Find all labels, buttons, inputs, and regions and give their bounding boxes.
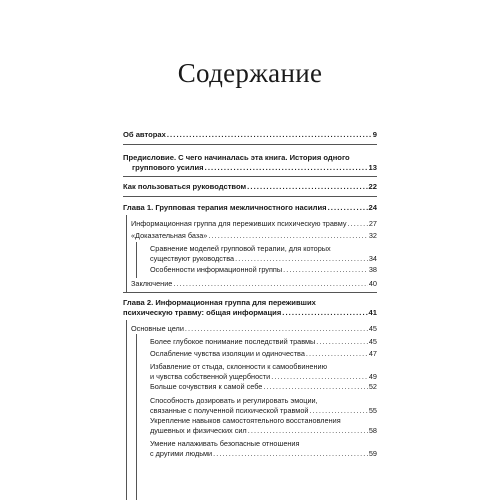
toc-page-number: 47 [368, 349, 377, 358]
toc-entry-title: Больше сочувствия к самой себе [150, 382, 263, 391]
toc-entry-preface[interactable] [123, 153, 377, 172]
toc-entry-title-continued: и чувства собственной ущербности [150, 371, 271, 381]
toc-entry-title: Глава 1. Групповая терапия межличностного насилия [123, 203, 327, 212]
dot-leader [235, 254, 368, 264]
toc-entry-title: Более глубокое понимание последствий травмы [150, 337, 316, 346]
toc-entry-conclusion[interactable] [131, 279, 377, 289]
toc-entry-title-continued: существуют руководства [150, 253, 235, 263]
toc-entry-safe-relationships[interactable] [150, 439, 377, 458]
toc-entry-title-continued: группового усилия [132, 162, 204, 172]
toc-entry-title: Заключение [131, 279, 173, 288]
section-divider [123, 292, 377, 293]
dot-leader [283, 265, 368, 275]
toc-entry-chapter-2[interactable] [123, 298, 377, 317]
dot-leader [213, 449, 368, 459]
toc-entry-how-to-use[interactable] [123, 182, 377, 192]
dot-leader [282, 308, 367, 318]
toc-entry-title: Избавление от стыда, склонности к самообвинению [150, 362, 328, 371]
toc-entry-title: Предисловие. С чего начиналась эта книга. История одного [123, 153, 350, 162]
toc-entry-title: Сравнение моделей групповой терапии, для которых [150, 244, 331, 253]
toc-entry-recovery-skills[interactable] [150, 416, 377, 435]
toc-entry-title-continued: психическую травму: общая информация [123, 307, 282, 317]
toc-entry-shame[interactable] [150, 362, 377, 381]
toc-page-number: 58 [368, 425, 377, 435]
toc-entry-title-continued: душевных и физических сил [150, 425, 247, 435]
toc-entry-title: Укрепление навыков самостоятельного восстановления [150, 416, 341, 425]
dot-leader [347, 219, 367, 229]
toc-entry-title: Основные цели [131, 324, 184, 333]
toc-page-number: 40 [368, 279, 377, 288]
toc-entry-evidence-base[interactable] [131, 231, 377, 241]
toc-page-number: 32 [368, 231, 377, 240]
toc-page-number: 41 [368, 307, 377, 317]
dot-leader [328, 203, 368, 213]
dot-leader [263, 382, 368, 392]
section-divider [123, 176, 377, 177]
dot-leader [247, 182, 367, 192]
toc-page-number: 38 [368, 265, 377, 274]
toc-entry-trauma-understanding[interactable] [150, 337, 377, 347]
dot-leader [309, 406, 367, 416]
toc-page-number: 22 [368, 182, 377, 191]
dot-leader [185, 324, 368, 334]
toc-entry-self-compassion[interactable] [150, 382, 377, 392]
section-divider [123, 196, 377, 197]
toc-entry-title-continued: с другими людьми [150, 448, 213, 458]
chapter-2-bracket [126, 320, 127, 500]
toc-entry-title: Информационная группа для переживших психическую травму [131, 219, 347, 228]
toc-entry-isolation[interactable] [150, 349, 377, 359]
toc-entry-title: Способность дозировать и регулировать эмоции, [150, 396, 318, 405]
toc-entry-title: Глава 2. Информационная группа для переживших [123, 298, 316, 307]
chapter-1-bracket [126, 215, 127, 293]
dot-leader [167, 130, 372, 140]
toc-entry-title-continued: связанные с полученной психической травмой [150, 405, 309, 415]
dot-leader [271, 372, 368, 382]
toc-entry-info-group[interactable] [131, 219, 377, 229]
toc-page-number: 34 [368, 253, 377, 263]
toc-entry-title: Умение налаживать безопасные отношения [150, 439, 300, 448]
dot-leader [173, 279, 368, 289]
dot-leader [205, 163, 368, 173]
toc-entry-title: Как пользоваться руководством [123, 182, 247, 191]
toc-entry-title: «Доказательная база» [131, 231, 208, 240]
toc-page-number: 9 [372, 130, 377, 139]
toc-entry-title: Об авторах [123, 130, 166, 139]
toc-entry-title: Особенности информационной группы [150, 265, 283, 274]
toc-page-number: 49 [368, 371, 377, 381]
subsection-bracket [136, 334, 137, 500]
toc-page-number: 55 [368, 405, 377, 415]
toc-entry-chapter-1[interactable] [123, 203, 377, 213]
toc-entry-main-goals[interactable] [131, 324, 377, 334]
subsection-bracket [136, 242, 137, 278]
toc-entry-about-authors[interactable] [123, 130, 377, 140]
toc-entry-title: Ослабление чувства изоляции и одиночества [150, 349, 305, 358]
dot-leader [316, 337, 368, 347]
dot-leader [248, 426, 368, 436]
toc-page-number: 45 [368, 324, 377, 333]
section-divider [123, 144, 377, 145]
dot-leader [208, 231, 368, 241]
toc-page-number: 52 [368, 382, 377, 391]
toc-page-number: 24 [368, 203, 377, 212]
toc-entry-model-comparison[interactable] [150, 244, 377, 263]
page-title: Содержание [177, 58, 323, 88]
toc-page-number: 13 [368, 162, 377, 172]
dot-leader [306, 349, 368, 359]
toc-page-number: 27 [368, 219, 377, 228]
toc-entry-emotion-regulation[interactable] [150, 396, 377, 415]
toc-page-number: 59 [368, 448, 377, 458]
toc-page-number: 45 [368, 337, 377, 346]
toc-entry-info-group-features[interactable] [150, 265, 377, 275]
